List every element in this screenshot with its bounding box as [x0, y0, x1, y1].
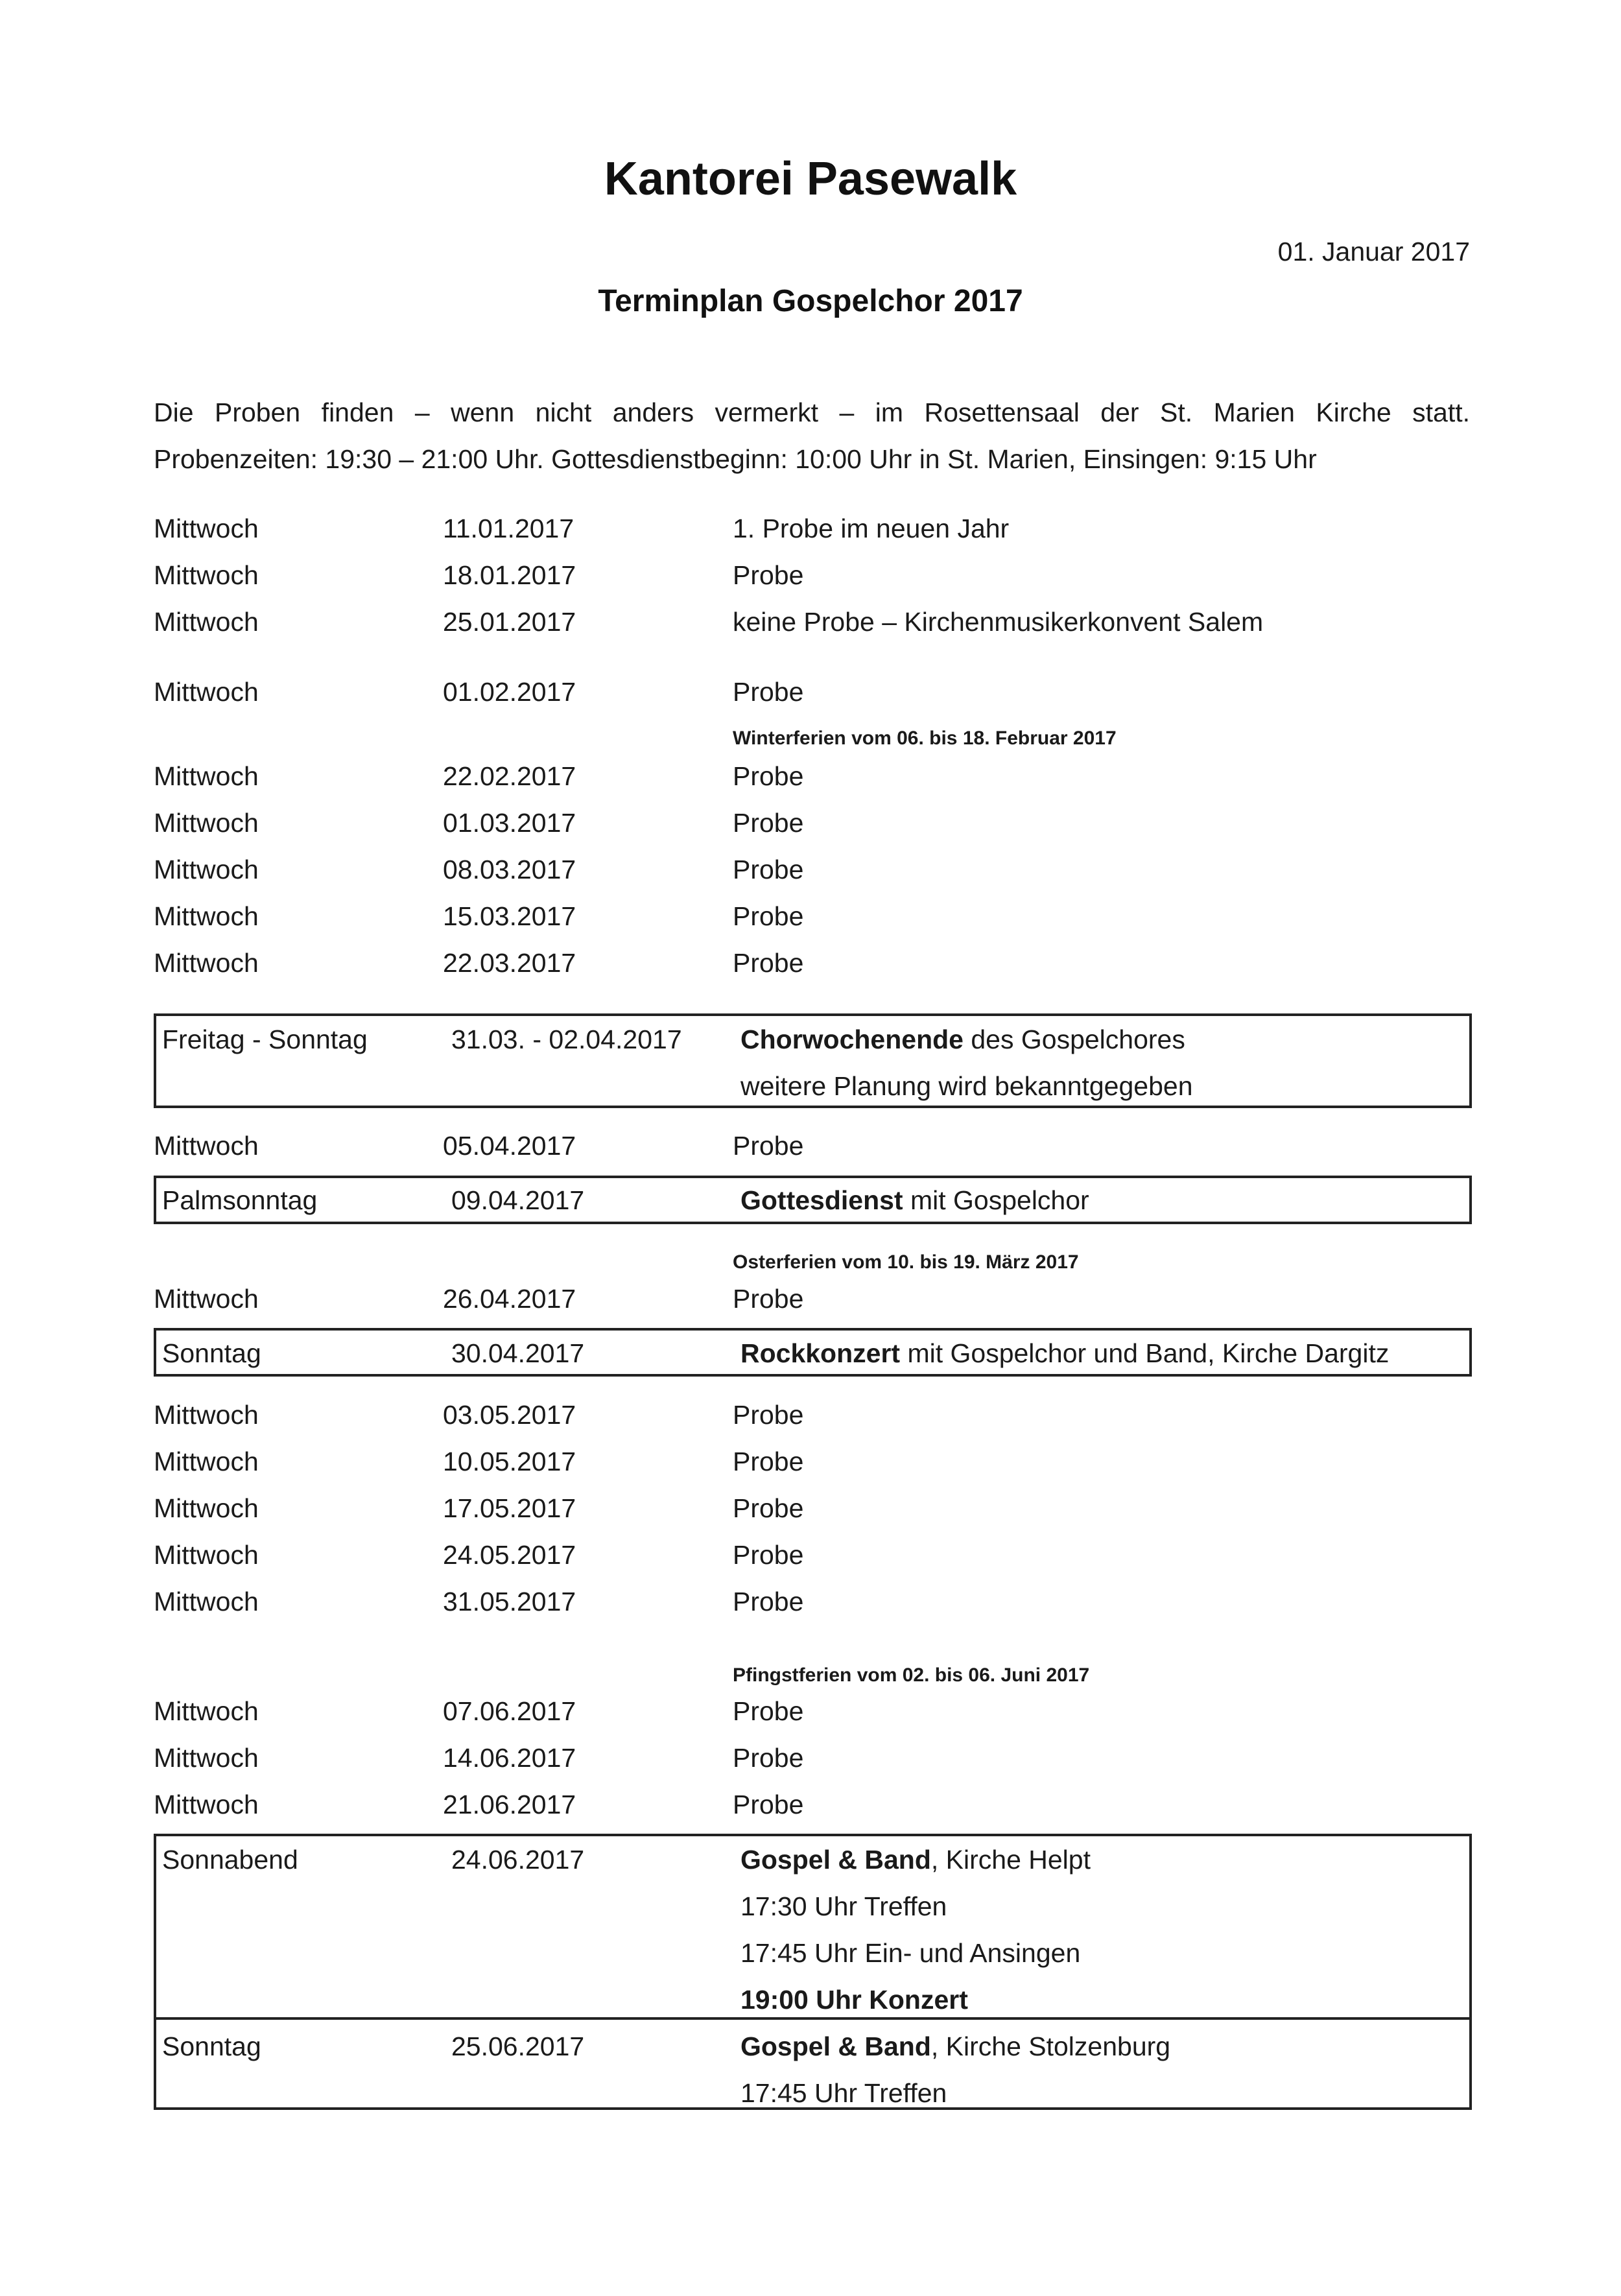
row-event: Probe	[733, 560, 804, 590]
row-day: Mittwoch	[154, 1790, 259, 1819]
box-date: 31.03. - 02.04.2017	[451, 1024, 682, 1054]
row-day: Mittwoch	[154, 560, 259, 590]
box-day: Palmsonntag	[162, 1185, 318, 1215]
row-date: 15.03.2017	[443, 901, 576, 931]
holiday-note-pentecost: Pfingstferien vom 02. bis 06. Juni 2017	[733, 1664, 1090, 1686]
box-event	[740, 1338, 1389, 1369]
row-event: Probe	[733, 1400, 804, 1430]
row-date: 31.05.2017	[443, 1587, 576, 1616]
row-event: Probe	[733, 808, 804, 838]
row-day: Mittwoch	[154, 1493, 259, 1523]
row-event: Probe	[733, 677, 804, 707]
box-event-title: Chorwochenende	[740, 1024, 964, 1054]
box-event-line: 17:45 Uhr Treffen	[740, 2078, 947, 2108]
box-event	[740, 1185, 1089, 1216]
holiday-note-easter: Osterferien vom 10. bis 19. März 2017	[733, 1251, 1079, 1273]
box-event-detail: , Kirche Stolzenburg	[930, 2031, 1171, 2061]
row-event: Probe	[733, 1284, 804, 1314]
box-event-title: Gospel & Band	[740, 1845, 931, 1875]
box-date: 30.04.2017	[451, 1338, 585, 1368]
box-event-title: Rockkonzert	[740, 1338, 901, 1368]
row-event: Probe	[733, 855, 804, 884]
row-event: keine Probe – Kirchenmusikerkonvent Salem	[733, 607, 1264, 637]
row-day: Mittwoch	[154, 1447, 259, 1476]
row-date: 01.03.2017	[443, 808, 576, 838]
box-date: 09.04.2017	[451, 1185, 585, 1215]
row-day: Mittwoch	[154, 677, 259, 707]
row-day: Mittwoch	[154, 1131, 259, 1161]
box-day: Freitag - Sonntag	[162, 1024, 368, 1054]
box-day: Sonnabend	[162, 1845, 298, 1875]
row-day: Mittwoch	[154, 948, 259, 978]
box-event	[740, 2031, 1170, 2062]
row-event: Probe	[733, 1587, 804, 1616]
box-event-line: 17:30 Uhr Treffen	[740, 1891, 947, 1921]
row-day: Mittwoch	[154, 514, 259, 543]
box-event	[740, 1845, 1091, 1875]
box-date: 25.06.2017	[451, 2031, 585, 2061]
box-event-title: Gospel & Band	[740, 2031, 931, 2061]
row-event: Probe	[733, 1131, 804, 1161]
row-day: Mittwoch	[154, 607, 259, 637]
box-event-line-concert: 19:00 Uhr Konzert	[740, 1985, 968, 2015]
row-day: Mittwoch	[154, 1400, 259, 1430]
document-date: 01. Januar 2017	[1277, 237, 1470, 266]
box-event-detail: mit Gospelchor	[903, 1185, 1089, 1215]
row-date: 05.04.2017	[443, 1131, 576, 1161]
row-date: 22.02.2017	[443, 761, 576, 791]
row-event: Probe	[733, 1743, 804, 1773]
box-day: Sonntag	[162, 1338, 261, 1368]
row-event: Probe	[733, 1696, 804, 1726]
row-day: Mittwoch	[154, 1696, 259, 1726]
box-event-detail: des Gospelchores	[963, 1024, 1185, 1054]
box-event	[740, 1024, 1185, 1055]
row-event: Probe	[733, 761, 804, 791]
row-day: Mittwoch	[154, 855, 259, 884]
intro-line-1: Die Proben finden – wenn nicht anders vermerkt – im Rosettensaal der St. Marien Kirche statt.	[154, 397, 1470, 427]
row-date: 22.03.2017	[443, 948, 576, 978]
row-date: 14.06.2017	[443, 1743, 576, 1773]
row-event: Probe	[733, 1447, 804, 1476]
box-event-line: weitere Planung wird bekanntgegeben	[740, 1071, 1193, 1101]
row-day: Mittwoch	[154, 901, 259, 931]
row-date: 25.01.2017	[443, 607, 576, 637]
row-event: Probe	[733, 1493, 804, 1523]
row-day: Mittwoch	[154, 1540, 259, 1570]
row-day: Mittwoch	[154, 1284, 259, 1314]
box-event-detail: , Kirche Helpt	[930, 1845, 1091, 1875]
row-day: Mittwoch	[154, 1587, 259, 1616]
box-divider	[154, 2017, 1469, 2020]
row-date: 17.05.2017	[443, 1493, 576, 1523]
box-event-detail: mit Gospelchor und Band, Kirche Dargitz	[900, 1338, 1390, 1368]
row-date: 21.06.2017	[443, 1790, 576, 1819]
row-date: 18.01.2017	[443, 560, 576, 590]
row-event: Probe	[733, 1540, 804, 1570]
intro-line-2: Probenzeiten: 19:30 – 21:00 Uhr. Gottesdienstbeginn: 10:00 Uhr in St. Marien, Einsingen: 9:15 Uhr	[154, 444, 1317, 474]
box-date: 24.06.2017	[451, 1845, 585, 1875]
row-event: Probe	[733, 948, 804, 978]
row-date: 26.04.2017	[443, 1284, 576, 1314]
page-title: Kantorei Pasewalk	[604, 153, 1017, 205]
row-date: 11.01.2017	[443, 514, 574, 543]
row-date: 08.03.2017	[443, 855, 576, 884]
row-day: Mittwoch	[154, 1743, 259, 1773]
row-day: Mittwoch	[154, 808, 259, 838]
row-date: 03.05.2017	[443, 1400, 576, 1430]
row-event: Probe	[733, 901, 804, 931]
row-date: 07.06.2017	[443, 1696, 576, 1726]
row-event: Probe	[733, 1790, 804, 1819]
row-date: 24.05.2017	[443, 1540, 576, 1570]
row-event: 1. Probe im neuen Jahr	[733, 514, 1010, 543]
box-event-title: Gottesdienst	[740, 1185, 903, 1215]
box-event-line: 17:45 Uhr Ein- und Ansingen	[740, 1938, 1081, 1968]
page-subtitle: Terminplan Gospelchor 2017	[598, 284, 1023, 318]
row-date: 01.02.2017	[443, 677, 576, 707]
row-day: Mittwoch	[154, 761, 259, 791]
holiday-note-winter: Winterferien vom 06. bis 18. Februar 2017	[733, 728, 1117, 749]
box-day: Sonntag	[162, 2031, 261, 2061]
row-date: 10.05.2017	[443, 1447, 576, 1476]
